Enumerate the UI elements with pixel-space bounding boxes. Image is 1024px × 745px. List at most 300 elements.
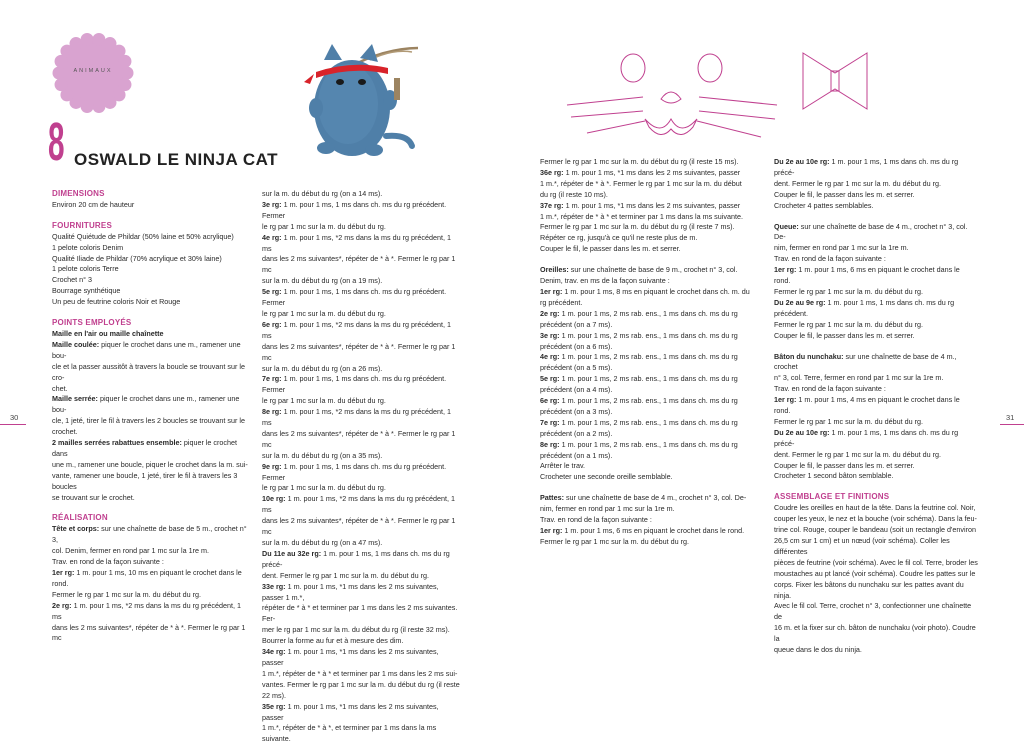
- bold-label: Du 2e au 9e rg:: [774, 297, 826, 307]
- body-text: Qualité Quiétude de Phildar (50% laine et 50% acrylique): [52, 231, 234, 241]
- body-text: 1 m. pour 1 ms, 1 ms dans ch. ms du rg précédent. Fermer: [262, 374, 447, 395]
- text-line: [774, 201, 978, 212]
- body-text: Crocheter 1 second bâton semblable.: [774, 471, 894, 481]
- text-line: [262, 189, 462, 200]
- text-line: [540, 396, 756, 407]
- body-text: Fermer le rg par 1 mc sur la m. du début du rg (il reste 15 ms).: [540, 157, 739, 166]
- body-text: chet.: [52, 383, 68, 393]
- text-line: [774, 265, 978, 287]
- bold-label: 5e rg:: [262, 287, 282, 297]
- body-text: 1 m. pour 1 ms, 1 ms dans ch. ms du rg précédent. Fermer: [262, 199, 447, 220]
- body-text: sur la m. du début du rg (on a 19 ms).: [262, 276, 383, 286]
- text-line: [540, 537, 756, 548]
- page-number-right: 31: [1006, 413, 1015, 422]
- body-text: 1 m. pour 1 ms, 6 ms en piquant le crochet dans le rond.: [774, 265, 960, 286]
- section-heading: FOURNITURES: [52, 220, 112, 230]
- bold-label: 34e rg:: [262, 647, 286, 657]
- left-margin-rule: [0, 424, 26, 425]
- body-text: répéter de * à * et terminer par 1 ms dans les 2 ms suivantes. Fer-: [262, 603, 458, 624]
- text-line: [540, 363, 756, 374]
- bold-label: 33e rg:: [262, 581, 286, 591]
- body-text: 1 m. pour 1 ms, 8 ms en piquant le crochet dans ch. m. du: [562, 286, 750, 296]
- text-line: [774, 503, 978, 514]
- text-line: [540, 352, 756, 363]
- body-text: Couper le fil, le passer dans les m. et serrer.: [774, 189, 915, 199]
- text-line: [540, 342, 756, 353]
- body-text: 1 pelote coloris Terre: [52, 264, 119, 274]
- bold-label: 4e rg:: [540, 352, 560, 362]
- body-text: n° 3, col. Terre, fermer en rond par 1 mc sur la 1re m.: [774, 373, 944, 383]
- body-text: vante, ramener une boucle, 1 jeté, tirer le fil à travers les 3 boucles: [52, 470, 238, 491]
- text-line: [774, 417, 978, 428]
- body-text: précédent (on a 5 ms).: [540, 363, 613, 373]
- text-line: [774, 384, 978, 395]
- face-pattern-diagram: [565, 45, 885, 145]
- body-text: Répéter ce rg, jusqu'à ce qu'il ne reste plus de m.: [540, 233, 698, 243]
- text-column-4: [774, 157, 978, 656]
- section-heading: DIMENSIONS: [52, 189, 105, 198]
- eye-left-shape: [621, 54, 645, 82]
- body-text: 1 m.*, répéter de * à *. Fermer le rg par 1 mc sur la m. du début: [540, 178, 742, 188]
- body-text: Bourrage synthétique: [52, 286, 121, 296]
- body-text: 1 m.*, répéter de * à * et terminer par 1 ms dans les 2 ms sui-: [262, 668, 458, 678]
- text-line: [540, 244, 756, 255]
- bold-label: 36e rg:: [540, 167, 564, 177]
- nose-shape: [661, 92, 681, 103]
- text-line: [262, 723, 462, 745]
- body-text: 1 m. pour 1 ms, *2 ms dans la ms du rg précédent, 1 ms: [262, 494, 455, 515]
- bold-label: 7e rg:: [540, 417, 560, 427]
- text-line: [540, 179, 756, 190]
- text-line: [52, 243, 248, 254]
- body-text: précédent (on a 1 ms).: [540, 450, 613, 460]
- text-line: [774, 179, 978, 190]
- body-text: Fermer le rg par 1 mc sur la m. du début du rg (il reste 7 ms).: [540, 222, 735, 232]
- text-line: [262, 429, 462, 451]
- text-line: [540, 157, 756, 168]
- body-text: 1 m. pour 1 ms, *2 ms dans la ms du rg précédent, 1 ms: [262, 232, 451, 253]
- text-line: [774, 623, 978, 645]
- text-line: [540, 461, 756, 472]
- bold-label: Oreilles:: [540, 265, 569, 275]
- body-text: cle, 1 jeté, tirer le fil à travers les 2 boucles se trouvant sur le: [52, 416, 245, 426]
- text-line: [262, 342, 462, 364]
- text-line: [262, 582, 462, 604]
- text-line: [540, 190, 756, 201]
- text-line: [774, 450, 978, 461]
- bold-label: 10e rg:: [262, 494, 286, 504]
- body-text: couper les yeux, le nez et la bouche (voir schéma). Dans la feu-: [774, 514, 977, 524]
- text-line: [774, 558, 978, 569]
- body-text: précédent (on a 2 ms).: [540, 428, 613, 438]
- text-line: [540, 515, 756, 526]
- text-line: [52, 601, 248, 623]
- text-line: [52, 329, 248, 340]
- text-line: [52, 438, 248, 460]
- text-column-2: [262, 189, 462, 745]
- text-line: [774, 395, 978, 417]
- eye-right-shape: [698, 54, 722, 82]
- body-text: nim, fermer en rond par 1 mc sur la 1re m.: [540, 504, 675, 514]
- body-text: précédent (on a 3 ms).: [540, 406, 613, 416]
- bold-label: Du 11e au 32e rg:: [262, 548, 322, 558]
- cat-photo: [300, 38, 430, 164]
- text-line: [774, 428, 978, 450]
- body-text: 1 m. pour 1 ms, 2 ms rab. ens., 1 ms dans ch. ms du rg: [559, 396, 738, 406]
- text-line: [262, 494, 462, 516]
- text-line: [262, 625, 462, 636]
- body-text: cle et la passer aussitôt à travers la boucle se trouvant sur le cro-: [52, 361, 245, 382]
- text-line: [262, 254, 462, 276]
- text-line: [262, 233, 462, 255]
- bold-label: Maille serrée:: [52, 394, 98, 404]
- text-line: [540, 276, 756, 287]
- text-line: [540, 287, 756, 298]
- body-text: dans les 2 ms suivantes*, répéter de * à *. Fermer le rg par 1 mc: [262, 254, 456, 275]
- body-text: une m., ramener une boucle, piquer le crochet dans la m. sui-: [52, 459, 248, 469]
- text-line: [774, 320, 978, 331]
- body-text: 1 m.*, répéter de * à *, et terminer par 1 ms dans la ms suivante.: [262, 723, 437, 744]
- text-line: [262, 647, 462, 669]
- text-line: [52, 340, 248, 362]
- body-text: trine col. Rouge, couper le bandeau (soit un rectangle d'environ: [774, 525, 976, 535]
- text-line: [540, 212, 756, 223]
- mouth-shape: [645, 119, 697, 135]
- body-text: vantes. Fermer le rg par 1 mc sur la m. du début du rg (il reste: [262, 679, 460, 689]
- text-line: [540, 201, 756, 212]
- body-text: Denim, trav. en ms de la façon suivante :: [540, 276, 670, 286]
- body-text: dent. Fermer le rg par 1 mc sur la m. du début du rg.: [774, 178, 941, 188]
- body-text: 1 m. pour 1 ms, 2 ms rab. ens., 1 ms dans ch. ms du rg: [559, 439, 738, 449]
- text-line: [52, 493, 248, 504]
- text-line: [52, 546, 248, 557]
- text-line: [774, 254, 978, 265]
- body-text: piquer le crochet dans une m., ramener une bou-: [52, 394, 240, 415]
- body-text: queue dans le dos du ninja.: [774, 645, 862, 655]
- body-text: sur la m. du début du rg (on a 47 ms).: [262, 538, 383, 547]
- text-line: [774, 190, 978, 201]
- text-line: [774, 298, 978, 320]
- text-line: [774, 645, 978, 656]
- text-line: [540, 374, 756, 385]
- text-line: [262, 276, 462, 287]
- text-line: [540, 233, 756, 244]
- body-text: Crocheter 4 pattes semblables.: [774, 200, 874, 210]
- text-line: [262, 603, 462, 625]
- text-line: [774, 514, 978, 525]
- text-line: [52, 623, 248, 645]
- text-line: [774, 601, 978, 623]
- text-line: [774, 352, 978, 374]
- text-line: [52, 460, 248, 471]
- body-text: 1 m. pour 1 ms, 1 ms dans ch. ms du rg précédent. Fermer: [262, 287, 447, 308]
- text-line: [774, 471, 978, 482]
- bold-label: 2 mailles serrées rabattues ensemble:: [52, 438, 182, 448]
- body-text: du rg (il reste 10 ms).: [540, 189, 608, 199]
- text-line: [540, 385, 756, 396]
- text-line: [262, 702, 462, 724]
- body-text: Couper le fil, le passer dans les m. et serrer.: [540, 244, 681, 254]
- bold-label: 1er rg:: [540, 526, 563, 535]
- bold-label: 37e rg:: [540, 200, 564, 210]
- text-line: [52, 416, 248, 427]
- body-text: moustaches au pt lancé (voir schéma). Coudre les pattes sur le: [774, 568, 976, 578]
- body-text: le rg par 1 mc sur la m. du début du rg.: [262, 396, 386, 406]
- category-badge: [52, 32, 134, 114]
- body-text: 1 m. pour 1 ms, 4 ms en piquant le crochet dans le rond.: [774, 395, 960, 416]
- body-text: précédent (on a 7 ms).: [540, 319, 613, 329]
- badge-label: ANIMAUX: [73, 68, 113, 74]
- text-line: [262, 364, 462, 375]
- text-line: [540, 298, 756, 309]
- text-line: [774, 373, 978, 384]
- body-text: sur une chaînette de base de 4 m., crochet: [774, 351, 957, 372]
- body-text: 1 m. pour 1 ms, *1 ms dans les 2 ms suivantes, passer 1 m.*,: [262, 581, 439, 602]
- paragraph-gap: [774, 342, 978, 352]
- text-line: [540, 320, 756, 331]
- body-text: le rg par 1 mc sur la m. du début du rg.: [262, 308, 386, 318]
- bold-label: Maille en l'air ou maille chaînette: [52, 328, 164, 338]
- body-text: col. Denim, fermer en rond par 1 mc sur la 1re m.: [52, 546, 209, 556]
- paragraph-gap: [774, 212, 978, 222]
- body-text: 1 m. pour 1 ms, 1 ms dans ch. ms du rg précédent. Fermer: [262, 461, 447, 482]
- text-line: [52, 254, 248, 265]
- text-line: [540, 331, 756, 342]
- text-line: [52, 568, 248, 590]
- bold-label: Pattes:: [540, 493, 564, 503]
- body-text: 1 m. pour 1 ms, 1 ms dans ch. ms du rg précé-: [774, 157, 959, 177]
- text-line: [540, 504, 756, 515]
- bold-label: 1er rg:: [52, 568, 75, 577]
- body-text: rg précédent.: [540, 297, 583, 307]
- bold-label: 35e rg:: [262, 701, 286, 711]
- body-text: 1 m. pour 1 ms, *1 ms dans les 2 ms suivantes, passer: [262, 701, 439, 722]
- bold-label: 5e rg:: [540, 374, 560, 384]
- body-text: sur la m. du début du rg (on a 35 ms).: [262, 450, 383, 460]
- text-column-1: [52, 189, 248, 644]
- section-heading: ASSEMBLAGE ET FINITIONS: [774, 492, 890, 502]
- body-text: dent. Fermer le rg par 1 mc sur la m. du début du rg.: [774, 449, 941, 459]
- bold-label: 1er rg:: [540, 286, 563, 296]
- text-line: [52, 590, 248, 601]
- body-text: se trouvant sur le crochet.: [52, 492, 135, 502]
- text-line: [52, 362, 248, 384]
- bold-label: 3e rg:: [262, 199, 282, 209]
- body-text: pièces de feutrine (voir schéma). Avec le fil col. Terre, broder les: [774, 557, 978, 567]
- body-text: Fermer le rg par 1 mc sur la m. du début du rg.: [774, 416, 924, 426]
- text-line: [262, 691, 462, 702]
- text-line: [52, 394, 248, 416]
- paragraph-gap: [540, 483, 756, 493]
- text-line: [774, 580, 978, 602]
- body-text: Trav. en rond de la façon suivante :: [774, 254, 886, 264]
- body-text: 1 m. pour 1 ms, *1 ms dans les 2 ms suivantes, passer: [563, 167, 741, 177]
- body-text: sur une chaînette de base de 9 m., crochet n° 3, col.: [568, 265, 738, 275]
- body-text: dent. Fermer le rg par 1 mc sur la m. du début du rg.: [262, 570, 429, 580]
- paragraph-gap: [540, 255, 756, 265]
- body-text: 1 m. pour 1 ms, 6 ms en piquant le crochet dans le rond.: [562, 526, 745, 535]
- text-line: [52, 524, 248, 546]
- paragraph-gap: [774, 482, 978, 492]
- text-line: [52, 286, 248, 297]
- body-text: dans les 2 ms suivantes*, répéter de * à *. Fermer le rg par 1 mc: [52, 622, 246, 643]
- body-text: sur une chaînette de base de 4 m., crochet n° 3, col. De-: [774, 221, 968, 242]
- text-line: [774, 157, 978, 179]
- body-text: dans les 2 ms suivantes*, répéter de * à *. Fermer le rg par 1 mc: [262, 516, 456, 537]
- body-text: Bourrer la forme au fur et à mesure des dim.: [262, 636, 404, 646]
- text-line: [262, 636, 462, 647]
- body-text: Trav. en rond de la façon suivante :: [52, 557, 164, 567]
- text-line: [540, 265, 756, 276]
- body-text: dans les 2 ms suivantes*, répéter de * à *. Fermer le rg par 1 mc: [262, 341, 456, 362]
- body-text: sur la m. du début du rg (on a 26 ms).: [262, 363, 383, 373]
- body-text: 1 m. pour 1 ms, 1 ms dans ch. ms du rg précédent.: [774, 297, 955, 318]
- body-text: 1 m.*, répéter de * à * et terminer par 1 ms dans la ms suivante.: [540, 211, 743, 221]
- bold-label: 3e rg:: [540, 330, 560, 340]
- text-line: [774, 287, 978, 298]
- bold-label: 2e rg:: [52, 600, 72, 610]
- body-text: corps. Fixer les bâtons du nunchaku sur les pattes avant du ninja.: [774, 579, 964, 600]
- bold-label: 8e rg:: [262, 407, 282, 417]
- text-line: [540, 472, 756, 483]
- text-line: [540, 309, 756, 320]
- text-line: [52, 384, 248, 395]
- right-margin-rule: [1000, 424, 1024, 425]
- body-text: 1 m. pour 1 ms, 2 ms rab. ens., 1 ms dans ch. ms du rg: [559, 308, 738, 318]
- text-line: [262, 407, 462, 429]
- text-line: [52, 200, 248, 211]
- text-line: [540, 440, 756, 451]
- body-text: 1 m. pour 1 ms, *2 ms dans la ms du rg précédent, 1 ms: [262, 407, 451, 428]
- body-text: sur une chaînette de base de 5 m., crochet n° 3,: [52, 524, 247, 545]
- bold-label: 6e rg:: [262, 319, 282, 329]
- text-line: [52, 427, 248, 438]
- bold-label: 7e rg:: [262, 374, 282, 384]
- body-text: précédent (on a 6 ms).: [540, 341, 613, 351]
- paragraph-gap: [52, 211, 248, 221]
- text-line: [262, 549, 462, 571]
- body-text: Fermer le rg par 1 mc sur la m. du début du rg.: [540, 536, 690, 546]
- bold-label: 6e rg:: [540, 396, 560, 406]
- bold-label: Queue:: [774, 221, 799, 231]
- text-line: [262, 374, 462, 396]
- text-line: [52, 297, 248, 308]
- text-line: [540, 429, 756, 440]
- body-text: 16 m. et la fixer sur ch. bâton de nunchaku (voir photo). Coudre la: [774, 623, 976, 644]
- bold-label: Maille coulée:: [52, 339, 100, 349]
- text-line: [262, 200, 462, 222]
- text-line: [262, 680, 462, 691]
- body-text: Couper le fil, le passer dans les m. et serrer.: [774, 330, 915, 340]
- bold-label: Du 2e au 10e rg:: [774, 157, 830, 166]
- page-number-left: 30: [10, 413, 19, 422]
- project-title: OSWALD LE NINJA CAT: [74, 150, 279, 169]
- body-text: Coudre les oreilles en haut de la tête. Dans la feutrine col. Noir,: [774, 503, 976, 513]
- body-text: Environ 20 cm de hauteur: [52, 199, 135, 209]
- text-line: [540, 418, 756, 429]
- text-line: [540, 222, 756, 233]
- project-number: 8: [48, 112, 65, 172]
- body-text: le rg par 1 mc sur la m. du début du rg.: [262, 483, 386, 493]
- text-column-3: [540, 157, 756, 548]
- text-line: [540, 493, 756, 504]
- section-heading: RÉALISATION: [52, 513, 108, 523]
- text-line: [774, 243, 978, 254]
- body-text: précédent (on a 4 ms).: [540, 385, 613, 395]
- bold-label: 8e rg:: [540, 439, 560, 449]
- text-line: [262, 669, 462, 680]
- body-text: 1 pelote coloris Denim: [52, 242, 124, 252]
- text-line: [52, 232, 248, 243]
- text-line: [262, 309, 462, 320]
- bold-label: Bâton du nunchaku:: [774, 351, 844, 361]
- text-line: [262, 451, 462, 462]
- section-heading: POINTS EMPLOYÉS: [52, 318, 132, 328]
- body-text: Crochet n° 3: [52, 275, 93, 285]
- bold-label: 1er rg:: [774, 265, 797, 275]
- body-text: Arrêter le trav.: [540, 461, 585, 471]
- body-text: 1 m. pour 1 ms, *2 ms dans la ms du rg précédent, 1 ms: [262, 319, 451, 340]
- text-line: [262, 538, 462, 549]
- bold-label: 2e rg:: [540, 308, 560, 318]
- body-text: 1 m. pour 1 ms, *1 ms dans les 2 ms suivantes, passer: [563, 200, 741, 210]
- bold-label: Du 2e au 10e rg:: [774, 427, 830, 437]
- text-line: [774, 525, 978, 536]
- body-text: Trav. en rond de la façon suivante :: [774, 384, 886, 394]
- body-text: 1 m. pour 1 ms, 1 ms dans ch. ms du rg précé-: [774, 427, 959, 448]
- body-text: crochet.: [52, 427, 78, 437]
- body-text: piquer le crochet dans: [52, 438, 237, 458]
- bow-shape: [803, 53, 867, 109]
- paragraph-gap: [52, 503, 248, 513]
- text-line: [262, 287, 462, 309]
- body-text: Fermer le rg par 1 mc sur la m. du début du rg.: [774, 286, 924, 296]
- body-text: nim, fermer en rond par 1 mc sur la 1re m.: [774, 243, 909, 253]
- text-line: [262, 462, 462, 484]
- body-text: 1 m. pour 1 ms, *2 ms dans la ms du rg précédent, 1 ms: [52, 600, 241, 621]
- body-text: 1 m. pour 1 ms, 2 ms rab. ens., 1 ms dans ch. ms du rg: [559, 352, 738, 362]
- text-line: [262, 571, 462, 582]
- body-text: 1 m. pour 1 ms, 2 ms rab. ens., 1 ms dans ch. ms du rg: [559, 417, 738, 427]
- body-text: sur la m. du début du rg (on a 14 ms).: [262, 189, 383, 198]
- body-text: Fermer le rg par 1 mc sur la m. du début du rg.: [52, 589, 202, 599]
- body-text: Trav. en rond de la façon suivante :: [540, 515, 652, 525]
- text-line: [540, 451, 756, 462]
- body-text: le rg par 1 mc sur la m. du début du rg.: [262, 221, 386, 231]
- body-text: 22 ms).: [262, 690, 286, 700]
- text-line: [52, 275, 248, 286]
- text-line: [540, 168, 756, 179]
- text-line: [774, 461, 978, 472]
- text-line: [540, 526, 756, 537]
- body-text: sur une chaînette de base de 4 m., crochet n° 3, col. De-: [563, 493, 747, 503]
- text-line: [262, 516, 462, 538]
- body-text: Avec le fil col. Terre, crochet n° 3, confectionner une chaînette de: [774, 601, 972, 622]
- text-line: [52, 471, 248, 493]
- body-text: 1 m. pour 1 ms, 1 ms dans ch. ms du rg précé-: [262, 548, 450, 569]
- paragraph-gap: [52, 308, 248, 318]
- text-line: [52, 557, 248, 568]
- body-text: 1 m. pour 1 ms, 10 ms en piquant le crochet dans le rond.: [52, 568, 242, 588]
- body-text: 1 m. pour 1 ms, *1 ms dans les 2 ms suivantes, passer: [262, 647, 439, 667]
- body-text: piquer le crochet dans une m., ramener une bou-: [52, 339, 241, 360]
- text-line: [262, 396, 462, 407]
- body-text: Qualité Iliade de Phildar (70% acrylique et 30% laine): [52, 253, 222, 263]
- text-line: [774, 569, 978, 580]
- text-line: [52, 264, 248, 275]
- body-text: 1 m. pour 1 ms, 2 ms rab. ens., 1 ms dans ch. ms du rg: [559, 374, 738, 384]
- bold-label: 9e rg:: [262, 461, 282, 471]
